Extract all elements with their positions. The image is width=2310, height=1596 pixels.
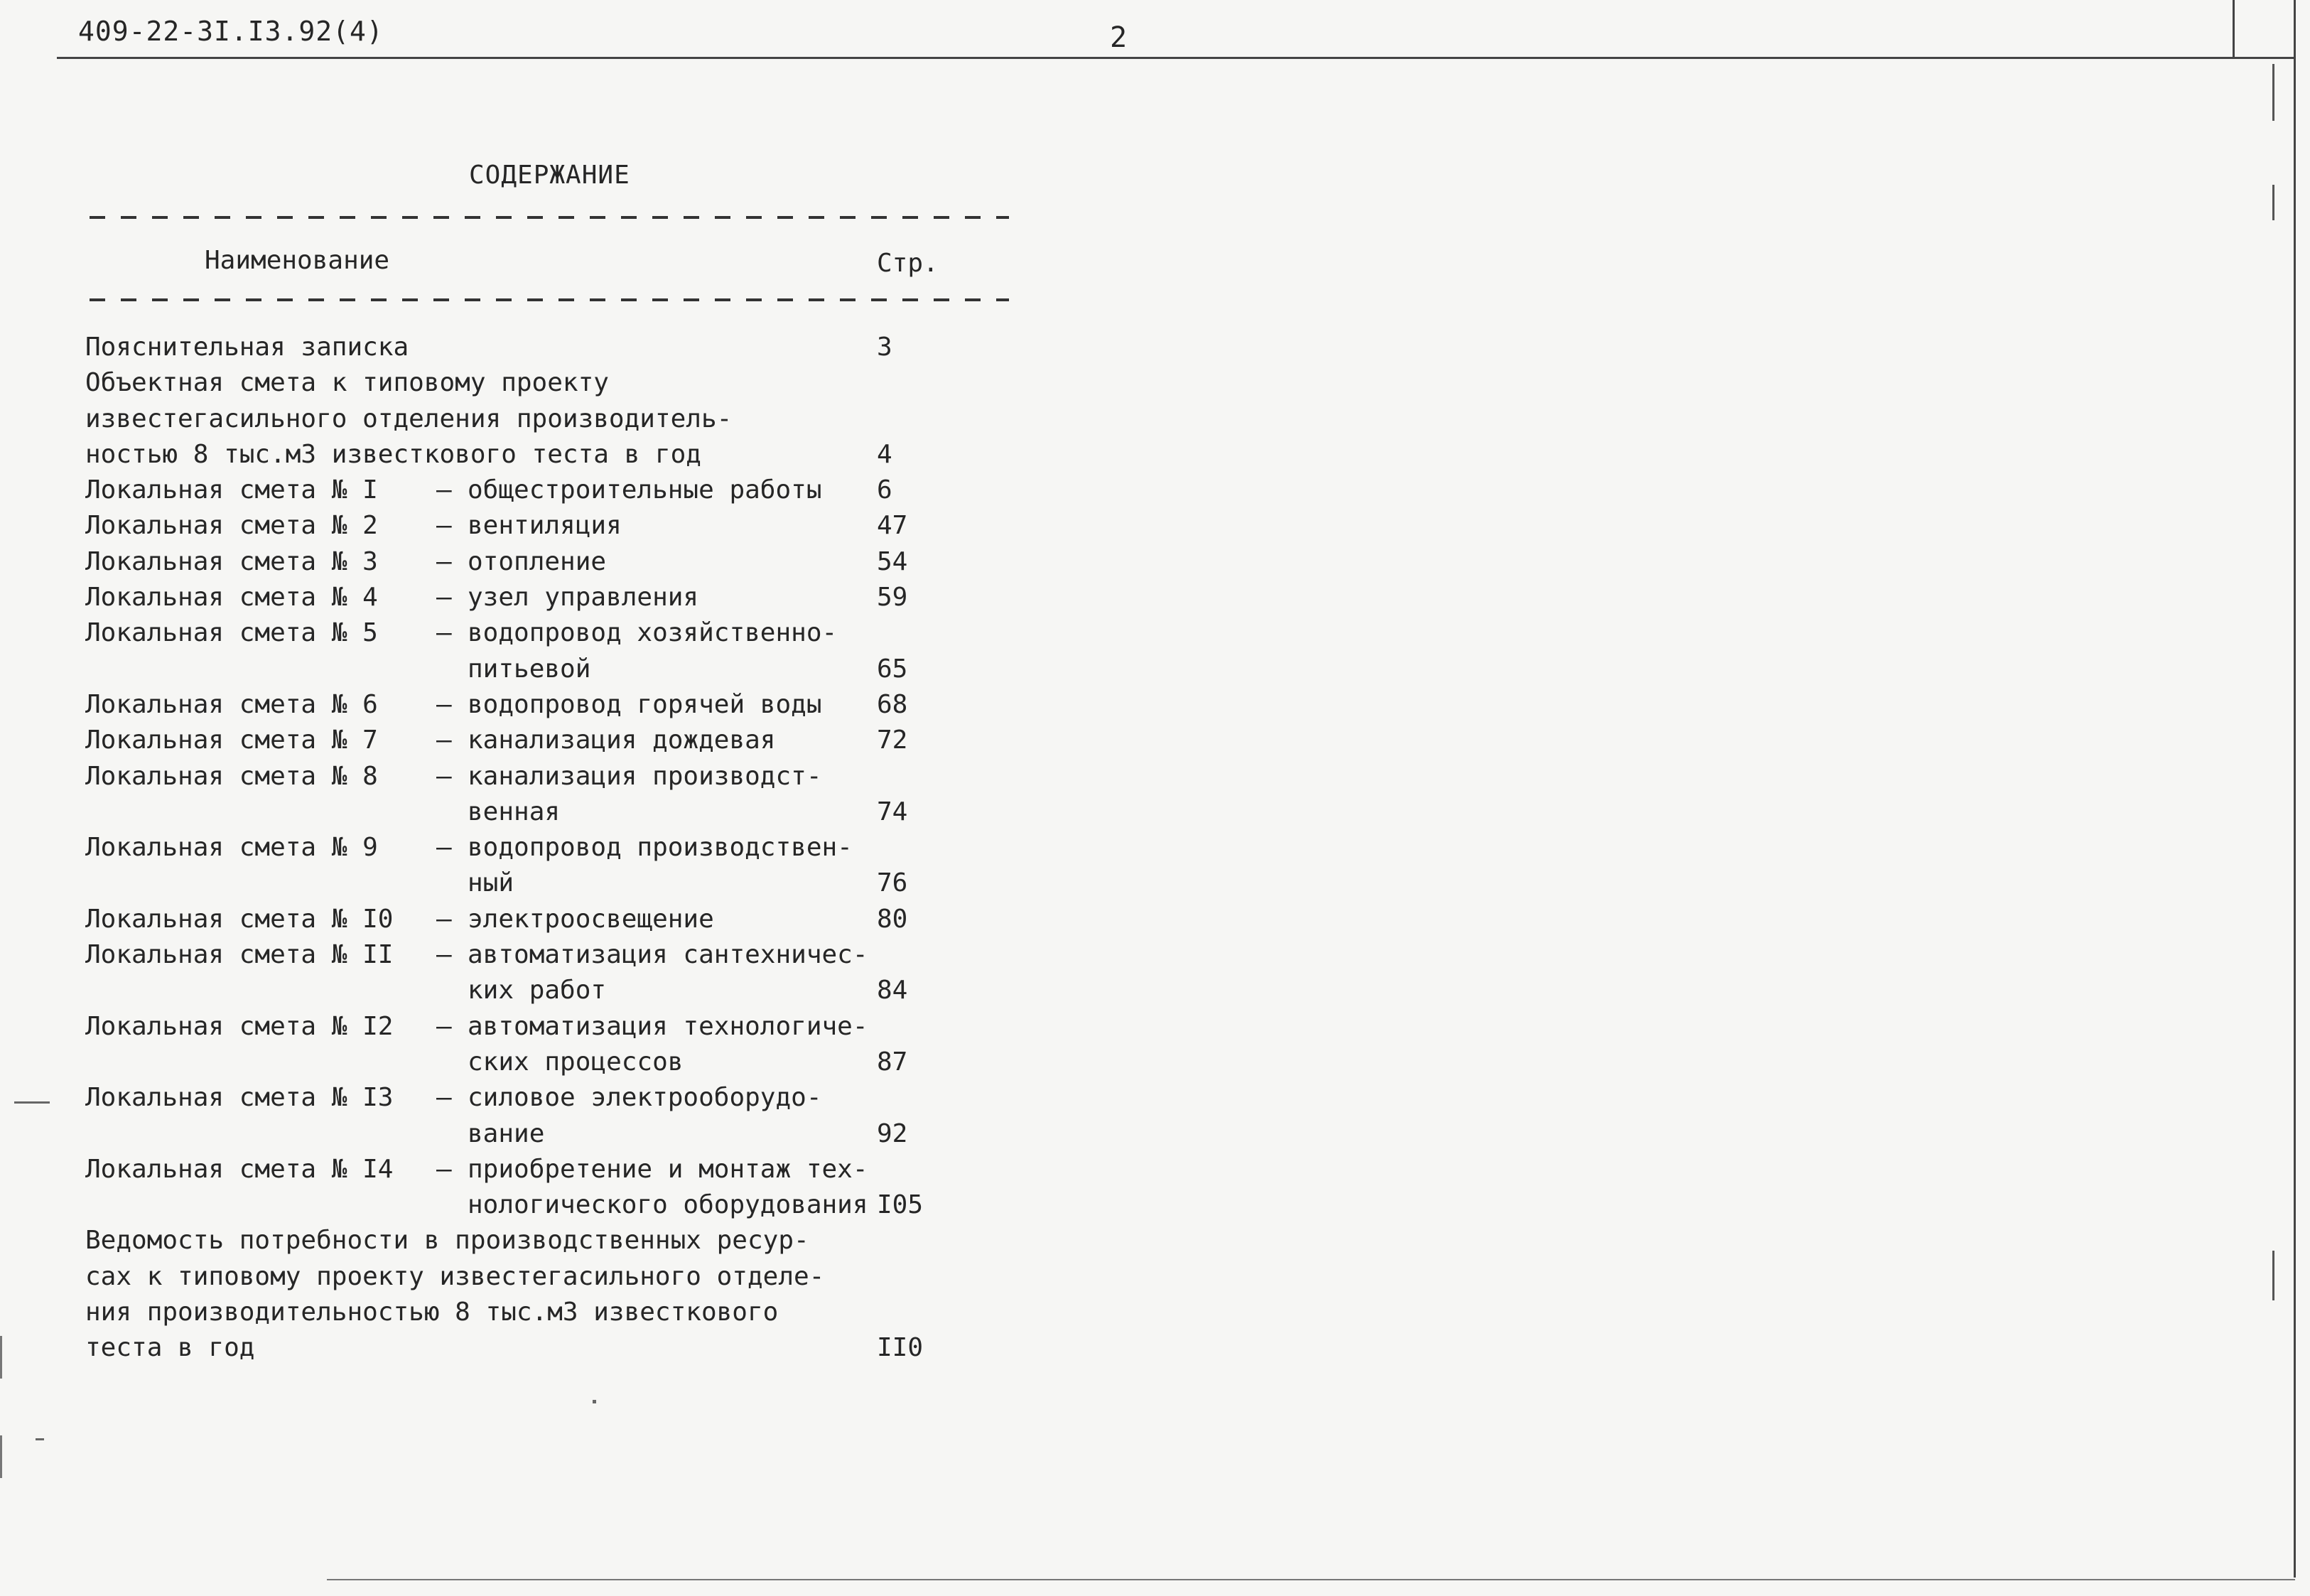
toc-entry-description: автоматизация сантехничес- — [468, 940, 868, 970]
toc-entry-description: питьевой — [468, 654, 591, 684]
toc-row — [85, 508, 973, 544]
toc-entry-page: 65 — [877, 654, 908, 684]
toc-row — [85, 615, 973, 651]
toc-entry-name: Локальная смета № I4 — [85, 1154, 394, 1184]
toc-entry-dash: – — [436, 833, 452, 863]
toc-entry-page: 68 — [877, 689, 908, 719]
toc-row — [85, 937, 973, 973]
toc-entry-description: электроосвещение — [468, 904, 714, 934]
toc-row — [85, 866, 973, 901]
scan-speck — [36, 1438, 44, 1440]
toc-entry-description: отопление — [468, 546, 607, 576]
toc-entry-description: силовое электрооборудо- — [468, 1083, 822, 1113]
toc-row — [85, 1295, 973, 1330]
bottom-frame-border — [327, 1579, 2295, 1580]
toc-entry-page: 3 — [877, 333, 892, 362]
toc-entry-name: Локальная смета № 7 — [85, 726, 378, 755]
toc-entry-name: ностью 8 тыс.м3 известкового теста в год — [85, 439, 701, 469]
toc-row — [85, 973, 973, 1008]
toc-entry-description: узел управления — [468, 583, 699, 613]
toc-entry-name: Локальная смета № 3 — [85, 546, 378, 576]
toc-entry-description: вентиляция — [468, 511, 622, 541]
toc-entry-name: Локальная смета № I0 — [85, 904, 394, 934]
toc-row — [85, 544, 973, 580]
toc-entry-page: 87 — [877, 1047, 908, 1077]
toc-row — [85, 580, 973, 615]
toc-entry-page: I05 — [877, 1190, 924, 1220]
toc-entry-dash: – — [436, 904, 452, 934]
toc-entry-description: вание — [468, 1118, 545, 1148]
toc-entry-dash: – — [436, 583, 452, 613]
right-margin-mark — [2272, 185, 2274, 220]
toc-row — [85, 1116, 973, 1152]
toc-row — [85, 401, 973, 437]
toc-entry-page: 74 — [877, 797, 908, 826]
toc-entry-name: теста в год — [85, 1333, 255, 1363]
toc-row — [85, 794, 973, 830]
toc-entry-name: Локальная смета № 5 — [85, 618, 378, 648]
toc-entry-dash: – — [436, 511, 452, 541]
dashed-rule-bottom — [90, 298, 1009, 301]
toc-entry-page: 4 — [877, 439, 892, 469]
toc-entry-description: ких работ — [468, 976, 607, 1005]
toc-entry-description: приобретение и монтаж тех- — [468, 1154, 868, 1184]
toc-entry-name: Локальная смета № I2 — [85, 1011, 394, 1041]
toc-entry-dash: – — [436, 689, 452, 719]
toc-entry-name: Ведомость потребности в производственных ресур- — [85, 1226, 809, 1256]
toc-entry-name: Локальная смета № II — [85, 940, 394, 970]
toc-entry-page: 80 — [877, 904, 908, 934]
toc-entry-dash: – — [436, 940, 452, 970]
toc-entry-name: Локальная смета № I — [85, 475, 378, 505]
toc-entry-page: 72 — [877, 726, 908, 755]
toc-entry-name: Локальная смета № 8 — [85, 761, 378, 791]
toc-row — [85, 330, 973, 365]
toc-entry-description: ских процессов — [468, 1047, 684, 1077]
toc-entry-page: 47 — [877, 511, 908, 541]
toc-entry-name: ния производительностью 8 тыс.м3 известкового — [85, 1298, 779, 1327]
left-margin-mark — [0, 1336, 2, 1379]
toc-entry-description: канализация производст- — [468, 761, 822, 791]
toc-entry-page: 76 — [877, 868, 908, 898]
toc-entry-name: Локальная смета № 4 — [85, 583, 378, 613]
toc-entry-dash: – — [436, 546, 452, 576]
toc-entry-description: водопровод горячей воды — [468, 689, 822, 719]
right-margin-mark — [2272, 1251, 2274, 1300]
scan-speck — [14, 1101, 50, 1104]
toc-row — [85, 723, 973, 758]
toc-entry-name: известегасильного отделения производитель- — [85, 404, 733, 433]
column-header-page: Стр. — [877, 249, 939, 278]
toc-entry-name: Пояснительная записка — [85, 333, 409, 362]
toc-entry-description: ный — [468, 868, 514, 898]
toc-entry-name: Локальная смета № 9 — [85, 833, 378, 863]
toc-entry-description: водопровод производствен- — [468, 833, 853, 863]
toc-entry-name: сах к типовому проекту известегасильного отделе- — [85, 1261, 825, 1291]
toc-row — [85, 1259, 973, 1295]
page-title: СОДЕРЖАНИЕ — [469, 161, 630, 190]
toc-entry-dash: – — [436, 618, 452, 648]
toc-row — [85, 473, 973, 508]
toc-row — [85, 1223, 973, 1258]
dashed-rule-top — [90, 216, 1009, 219]
toc-row — [85, 759, 973, 794]
toc-entry-page: 92 — [877, 1118, 908, 1148]
toc-entry-name: Объектная смета к типовому проекту — [85, 368, 609, 398]
toc-entry-name: Локальная смета № 2 — [85, 511, 378, 541]
left-margin-mark — [0, 1435, 2, 1478]
toc-entry-description: водопровод хозяйственно- — [468, 618, 838, 648]
toc-row — [85, 902, 973, 937]
toc-entry-description: канализация дождевая — [468, 726, 776, 755]
stamp-box-left-border — [2233, 0, 2235, 58]
toc-row — [85, 1152, 973, 1187]
toc-entry-dash: – — [436, 761, 452, 791]
toc-row — [85, 652, 973, 687]
toc-entry-description: общестроительные работы — [468, 475, 822, 505]
toc-entry-dash: – — [436, 1011, 452, 1041]
document-code: 409-22-3I.I3.92(4) — [78, 16, 384, 47]
page-number: 2 — [1110, 21, 1128, 54]
toc-entry-name: Локальная смета № I3 — [85, 1083, 394, 1113]
toc-entry-dash: – — [436, 726, 452, 755]
toc-row — [85, 437, 973, 473]
toc-row — [85, 830, 973, 866]
toc-entry-description: венная — [468, 797, 561, 826]
toc-row — [85, 1330, 973, 1366]
scan-speck — [593, 1400, 596, 1403]
toc-row — [85, 687, 973, 723]
toc-entry-dash: – — [436, 1083, 452, 1113]
right-margin-mark — [2272, 64, 2274, 121]
toc-row — [85, 365, 973, 401]
toc-entry-description: автоматизация технологиче- — [468, 1011, 868, 1041]
toc-row — [85, 1187, 973, 1223]
toc-entry-page: 54 — [877, 546, 908, 576]
right-frame-border — [2294, 0, 2296, 1578]
toc-entry-page: 59 — [877, 583, 908, 613]
toc-entry-dash: – — [436, 475, 452, 505]
toc-entry-description: нологического оборудования — [468, 1190, 868, 1220]
toc-entry-page: 84 — [877, 976, 908, 1005]
toc-row — [85, 1045, 973, 1080]
toc-entry-name: Локальная смета № 6 — [85, 689, 378, 719]
toc-row — [85, 1080, 973, 1116]
toc-entry-page: II0 — [877, 1333, 924, 1363]
header-rule — [57, 57, 2295, 59]
toc-entry-page: 6 — [877, 475, 892, 505]
toc-list — [85, 330, 973, 1366]
toc-row — [85, 1009, 973, 1045]
toc-entry-dash: – — [436, 1154, 452, 1184]
column-header-name: Наименование — [205, 246, 390, 275]
